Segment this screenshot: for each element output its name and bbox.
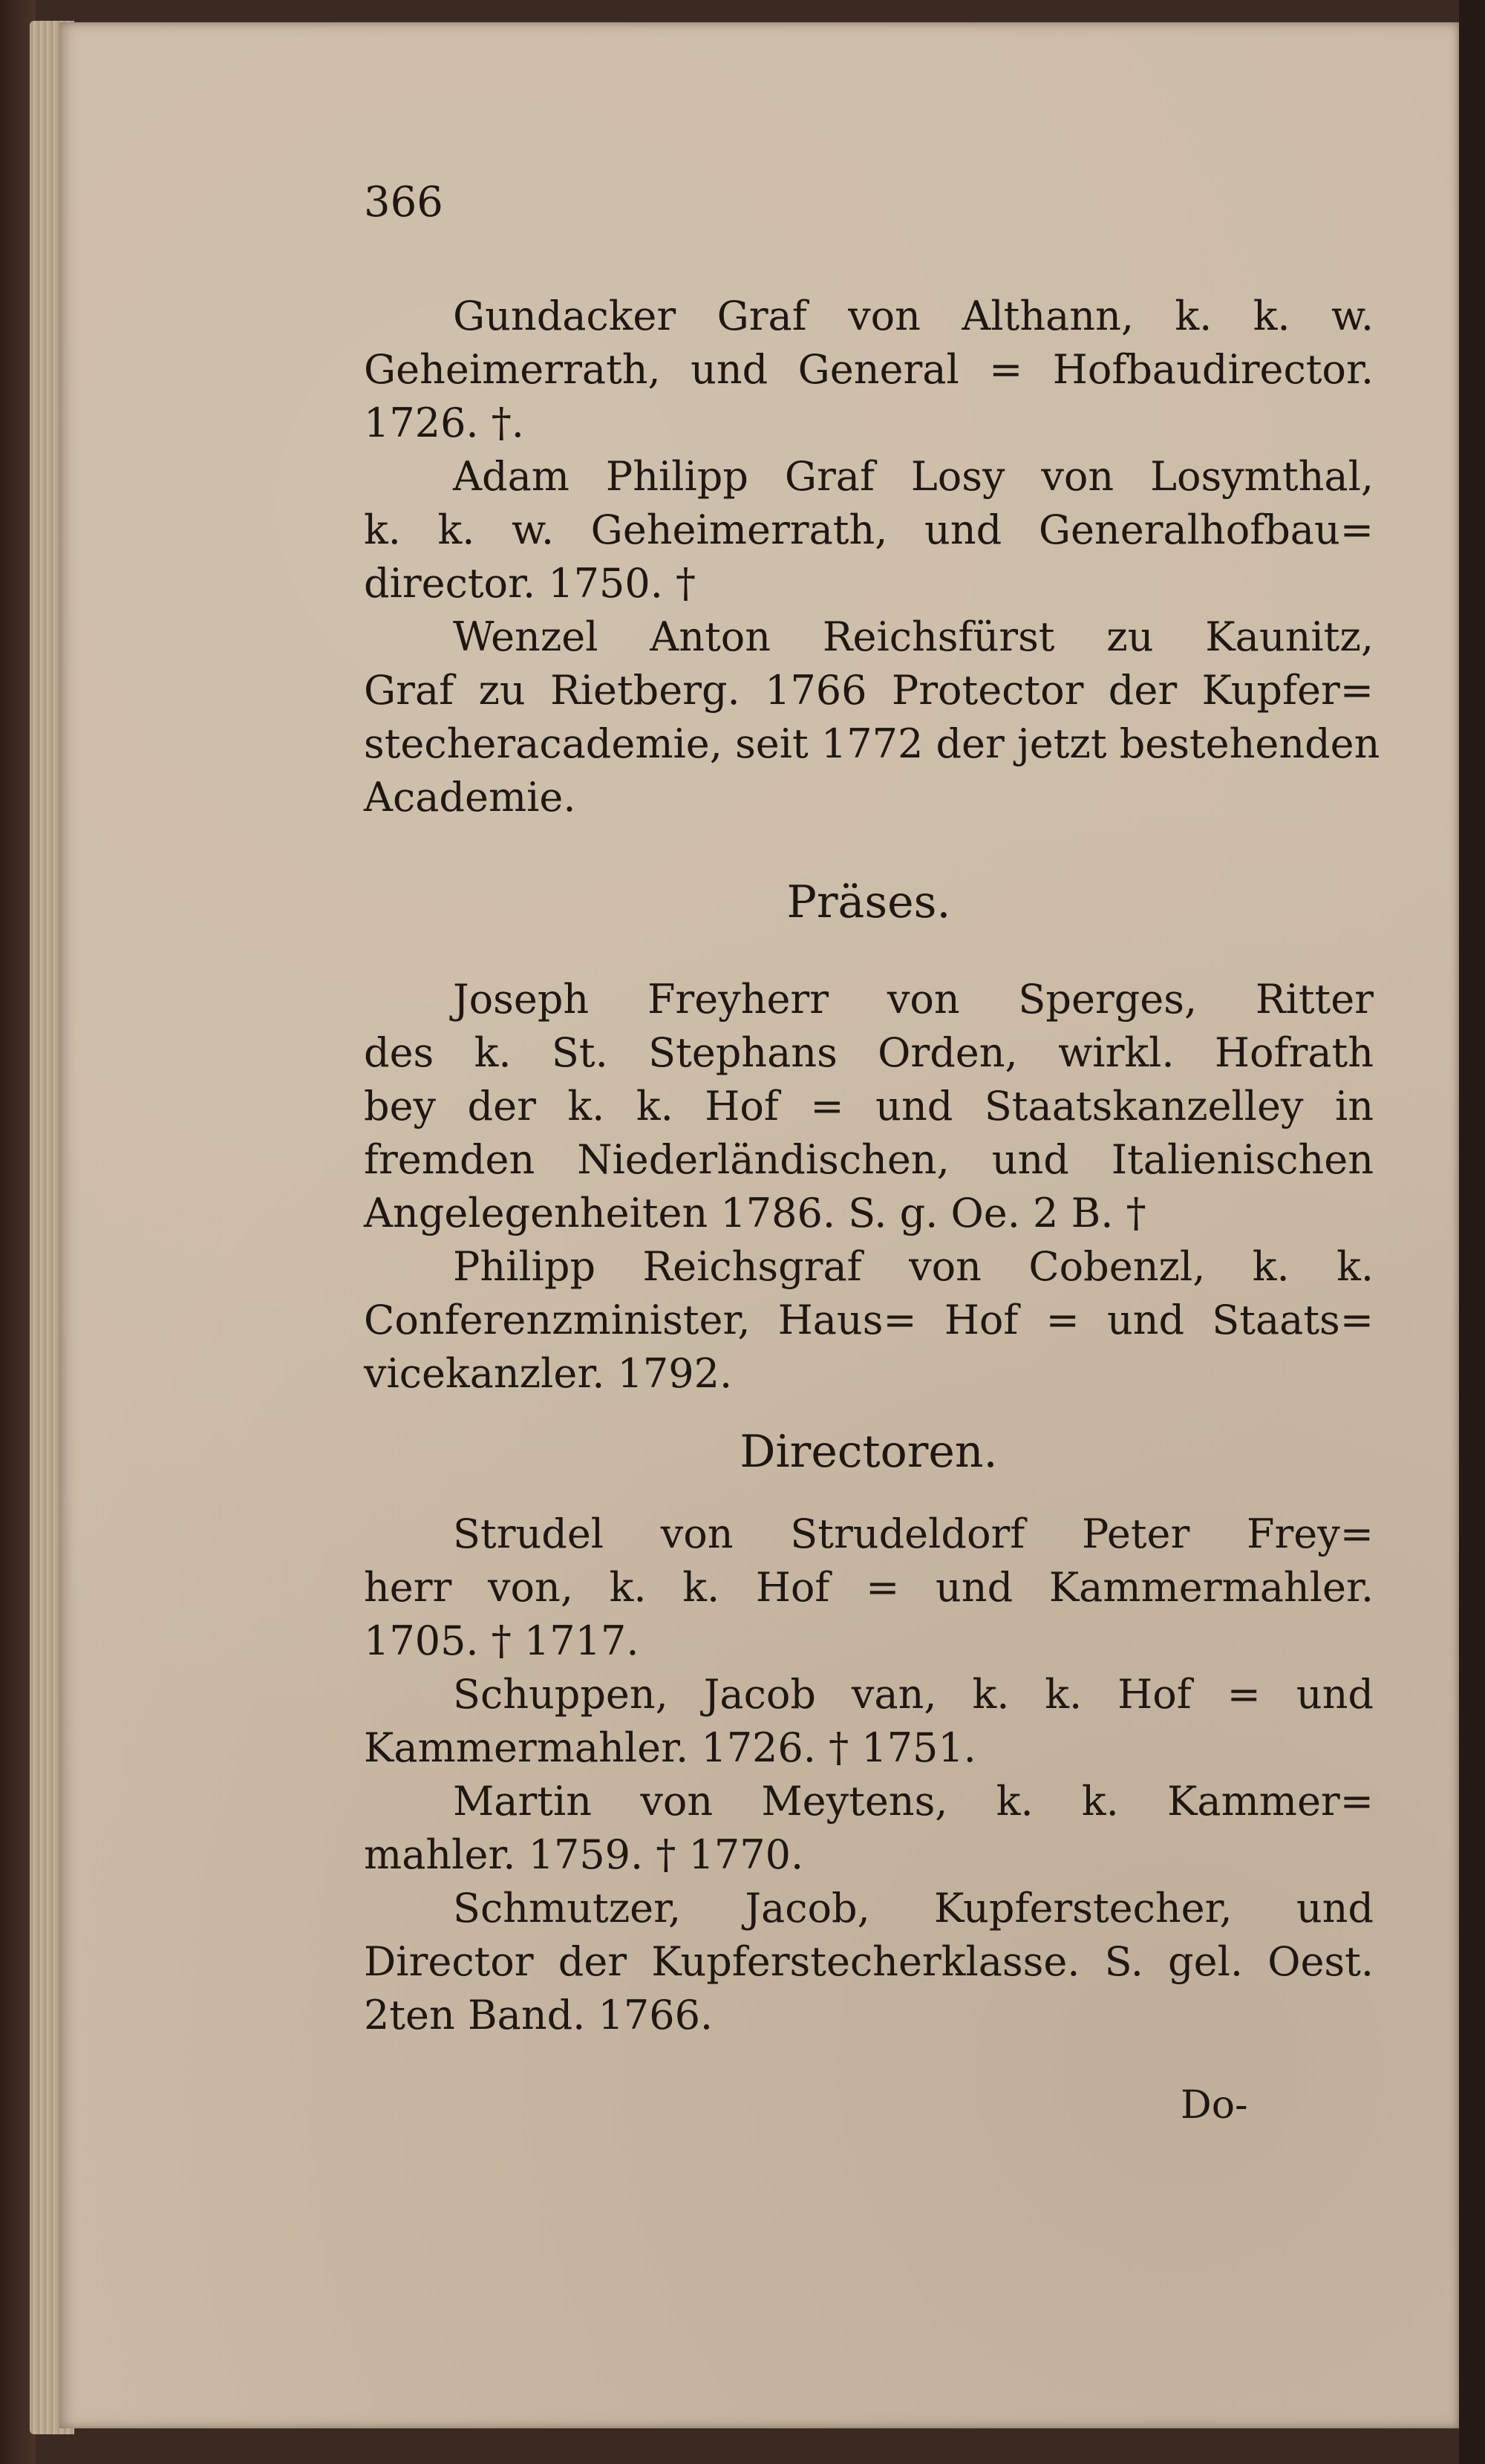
text-line: Academie. xyxy=(364,774,576,821)
text-line: 1726. †. xyxy=(364,400,524,446)
text-line: Gundacker Graf von Althann, k. k. w. xyxy=(453,293,1374,339)
text-line: mahler. 1759. † 1770. xyxy=(364,1831,804,1878)
text-line: Kammermahler. 1726. † 1751. xyxy=(364,1724,976,1771)
text-line: Joseph Freyherr von Sperges, Ritter xyxy=(453,976,1374,1023)
text-line: des k. St. Stephans Orden, wirkl. Hofrath xyxy=(364,1029,1374,1076)
text-line: Angelegenheiten 1786. S. g. Oe. 2 B. † xyxy=(364,1190,1146,1236)
section-heading-directoren: Directoren. xyxy=(740,1426,998,1478)
text-line: Wenzel Anton Reichsfürst zu Kaunitz, xyxy=(453,613,1374,660)
text-line: Martin von Meytens, k. k. Kammer= xyxy=(453,1778,1374,1825)
text-line: Director der Kupferstecherklasse. S. gel. Oest. xyxy=(364,1938,1374,1985)
text-line: fremden Niederländischen, und Italienischen xyxy=(364,1136,1374,1183)
text-line: Adam Philipp Graf Losy von Losymthal, xyxy=(453,453,1374,500)
text-line: vicekanzler. 1792. xyxy=(364,1350,733,1397)
text-line: Schmutzer, Jacob, Kupferstecher, und xyxy=(453,1885,1374,1932)
book-cover-right xyxy=(1459,0,1485,2464)
text-line: 1705. † 1717. xyxy=(364,1617,639,1664)
text-line: k. k. w. Geheimerrath, und Generalhofbau= xyxy=(364,506,1374,553)
text-line: Strudel von Strudeldorf Peter Frey= xyxy=(453,1510,1374,1557)
text-line: bey der k. k. Hof = und Staatskanzelley in xyxy=(364,1083,1374,1130)
text-line: Schuppen, Jacob van, k. k. Hof = und xyxy=(453,1671,1374,1718)
text-line: Conferenzminister, Haus= Hof = und Staats= xyxy=(364,1297,1374,1343)
text-line: director. 1750. † xyxy=(364,560,696,607)
page-number: 366 xyxy=(364,178,443,226)
text-line: Graf zu Rietberg. 1766 Protector der Kupfer= xyxy=(364,667,1374,714)
text-line: herr von, k. k. Hof = und Kammermahler. xyxy=(364,1564,1374,1611)
text-line: Geheimerrath, und General = Hofbaudirector. xyxy=(364,346,1374,393)
text-line: stecheracademie, seit 1772 der jetzt bestehenden xyxy=(364,720,1380,767)
section-heading-praeses: Präses. xyxy=(786,876,951,928)
text-line: Philipp Reichsgraf von Cobenzl, k. k. xyxy=(453,1243,1374,1290)
text-line: 2ten Band. 1766. xyxy=(364,1992,714,2038)
catchword: Do- xyxy=(1181,2083,1248,2128)
